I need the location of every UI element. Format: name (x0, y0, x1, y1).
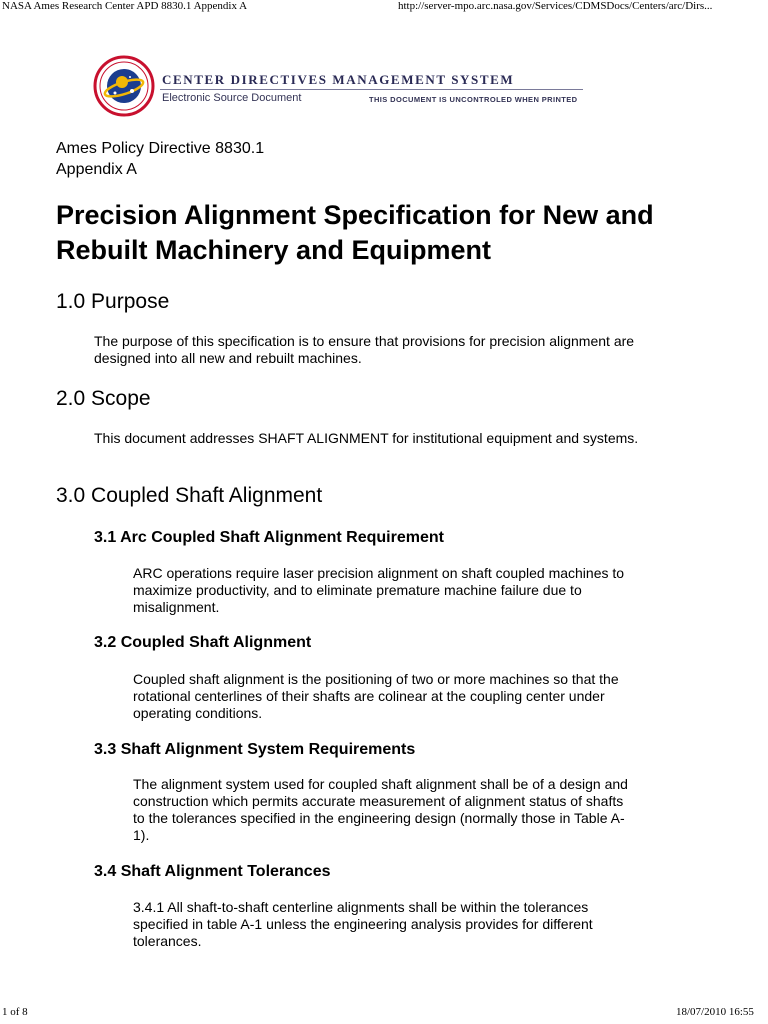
print-footer (0, 1006, 768, 1020)
subsection-heading-3-1: 3.1 Arc Coupled Shaft Alignment Requirement (94, 529, 444, 546)
subsection-body-3-3: The alignment system used for coupled shaft alignment shall be of a design and construction which permits accurate measurement of alignment status of shafts to the tolerances specified in the engineering design (normally those in Table A-1). (133, 776, 628, 843)
subsection-heading-3-3: 3.3 Shaft Alignment System Requirements (94, 741, 416, 758)
cdms-divider (160, 89, 583, 90)
print-header-url: http://server-mpo.arc.nasa.gov/Services/CDMSDocs/Centers/arc/Dirs... (398, 0, 713, 12)
subsection-heading-3-2: 3.2 Coupled Shaft Alignment (94, 634, 312, 651)
directive-appendix: Appendix A (56, 161, 137, 178)
cdms-banner (92, 55, 592, 117)
directive-id (56, 138, 264, 180)
cdms-subtitle: Electronic Source Document (162, 92, 302, 104)
subsection-body-3-1: ARC operations require laser precision alignment on shaft coupled machines to maximize productivity, and to eliminate premature machine failure due to misalignment. (133, 565, 625, 615)
subsection-heading-3-4: 3.4 Shaft Alignment Tolerances (94, 863, 331, 880)
subsection-body-3-4: 3.4.1 All shaft-to-shaft centerline alignments shall be within the tolerances specified in table A-1 unless the engineering analysis provides for different tolerances. (133, 899, 593, 949)
page-number: 1 of 8 (2, 1006, 28, 1018)
section-heading-scope: 2.0 Scope (56, 387, 151, 410)
section-heading-coupled: 3.0 Coupled Shaft Alignment (56, 484, 323, 507)
directive-number: Ames Policy Directive 8830.1 (56, 140, 265, 157)
nasa-ames-seal-icon (92, 55, 156, 117)
cdms-uncontrolled-note: THIS DOCUMENT IS UNCONTROLED WHEN PRINTED (369, 95, 578, 104)
subsection-body-3-2: Coupled shaft alignment is the positioning of two or more machines so that the rotational centerlines of their shafts are colinear at the coupling center under operating conditions. (133, 671, 619, 721)
section-body-purpose: The purpose of this specification is to ensure that provisions for precision alignment are designed into all new and rebuilt machines. (94, 333, 635, 366)
document-title: Precision Alignment Specification for New and Rebuilt Machinery and Equipment (56, 200, 654, 265)
print-timestamp: 18/07/2010 16:55 (676, 1006, 754, 1018)
print-header-title: NASA Ames Research Center APD 8830.1 Appendix A (2, 0, 248, 12)
section-heading-purpose: 1.0 Purpose (56, 290, 170, 313)
section-body-scope: This document addresses SHAFT ALIGNMENT for institutional equipment and systems. (94, 430, 639, 446)
print-header (0, 0, 768, 14)
cdms-title: CENTER DIRECTIVES MANAGEMENT SYSTEM (162, 72, 515, 87)
